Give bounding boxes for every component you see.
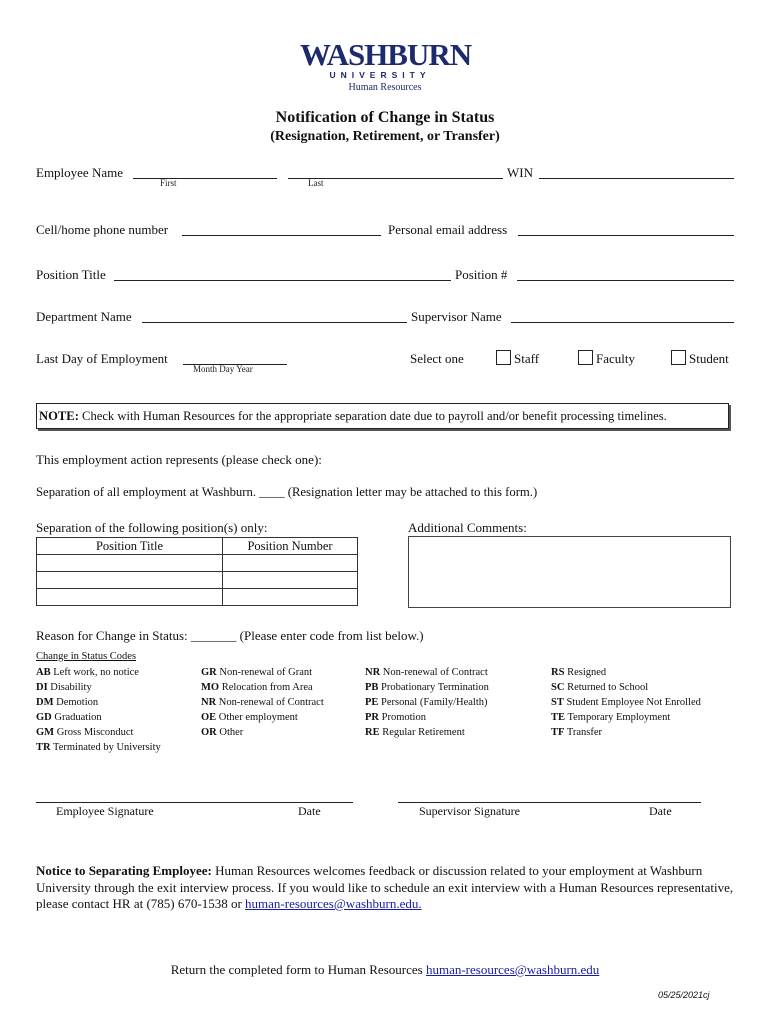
code-item: DI Disability <box>36 682 92 693</box>
code-item: OR Other <box>201 727 244 738</box>
page-subtitle: (Resignation, Retirement, or Transfer) <box>270 129 500 144</box>
email-label: Personal email address <box>388 222 508 237</box>
codes-column-2 <box>201 665 324 740</box>
code-item: DM Demotion <box>36 697 99 708</box>
comments-label: Additional Comments: <box>408 520 527 535</box>
logo-sub: UNIVERSITY <box>329 70 431 80</box>
col-position-number: Position Number <box>223 538 358 555</box>
table-header-row <box>37 538 358 555</box>
page-title: Notification of Change in Status <box>275 109 495 126</box>
col-position-title: Position Title <box>37 538 223 555</box>
employee-signature-label: Employee Signature <box>56 804 154 818</box>
notice-text: Human Resources welcomes feedback or discussion related to your employment at Washburn University through the exit interview process. If you would like to schedule an exit interview with a Human Resources representative, please contact HR at (785) 670-1538 or <box>36 863 734 911</box>
faculty-label: Faculty <box>596 351 635 366</box>
employee-signature-line[interactable] <box>36 802 353 803</box>
position-number-field[interactable] <box>517 280 734 281</box>
form-version: 05/25/2021cj <box>658 990 710 1000</box>
supervisor-label: Supervisor Name <box>411 309 502 324</box>
select-one-label: Select one <box>410 351 464 366</box>
staff-checkbox[interactable] <box>496 350 511 365</box>
code-item: ST Student Employee Not Enrolled <box>551 697 701 708</box>
department-label: Department Name <box>36 309 132 324</box>
code-item: NR Non-renewal of Contract <box>201 697 324 708</box>
reason-text: Reason for Change in Status: _______ (Please enter code from list below.) <box>36 628 424 643</box>
employee-name-label: Employee Name <box>36 165 123 180</box>
staff-label: Staff <box>514 351 540 366</box>
table-cell[interactable] <box>37 572 223 589</box>
table-cell[interactable] <box>37 589 223 606</box>
washburn-logo <box>300 37 472 80</box>
note-text: Check with Human Resources for the appropriate separation date due to payroll and/or benefit processing timelines. <box>78 409 667 423</box>
department-field[interactable] <box>142 322 407 323</box>
supervisor-signature-label: Supervisor Signature <box>419 804 520 818</box>
notice-heading: Notice to Separating Employee: <box>36 863 212 878</box>
code-item: GM Gross Misconduct <box>36 727 134 738</box>
staff-option[interactable] <box>496 350 539 367</box>
position-number-label: Position # <box>455 267 508 282</box>
hr-email-link[interactable]: human-resources@washburn.edu. <box>245 896 422 911</box>
note-heading: NOTE: <box>39 409 79 423</box>
code-item: TE Temporary Employment <box>551 712 671 723</box>
code-item: PE Personal (Family/Health) <box>365 697 488 708</box>
code-item: SC Returned to School <box>551 682 649 693</box>
code-item: GD Graduation <box>36 712 102 723</box>
table-cell[interactable] <box>37 555 223 572</box>
first-name-field[interactable] <box>133 178 277 179</box>
separation-following: Separation of the following position(s) only: <box>36 520 268 535</box>
position-title-field[interactable] <box>114 280 451 281</box>
code-item: RS Resigned <box>551 667 607 678</box>
table-cell[interactable] <box>223 589 358 606</box>
supervisor-field[interactable] <box>511 322 734 323</box>
win-field[interactable] <box>539 178 734 179</box>
exit-interview-notice <box>36 863 736 913</box>
code-item: AB Left work, no notice <box>36 667 139 678</box>
phone-label: Cell/home phone number <box>36 222 169 237</box>
return-email-link[interactable]: human-resources@washburn.edu <box>425 962 600 977</box>
student-checkbox[interactable] <box>671 350 686 365</box>
position-title-label: Position Title <box>36 267 106 282</box>
code-item: RE Regular Retirement <box>365 727 465 738</box>
table-row <box>37 572 358 589</box>
code-item: PR Promotion <box>365 712 426 723</box>
last-caption: Last <box>308 178 324 188</box>
codes-column-3 <box>365 665 489 740</box>
separation-all: Separation of all employment at Washburn. ____ (Resignation letter may be attached to this form.) <box>36 485 538 499</box>
table-cell[interactable] <box>223 572 358 589</box>
supervisor-date-label: Date <box>649 804 672 818</box>
code-item: TF Transfer <box>551 727 603 738</box>
codes-column-1 <box>36 665 161 755</box>
faculty-option[interactable] <box>578 350 635 367</box>
table-row <box>37 589 358 606</box>
code-item: TR Terminated by University <box>36 742 161 753</box>
employee-date-label: Date <box>298 804 321 818</box>
table-cell[interactable] <box>223 555 358 572</box>
date-caption: Month Day Year <box>193 364 253 374</box>
logo-word: WASHBURN <box>300 37 472 72</box>
student-label: Student <box>689 351 729 366</box>
return-instruction <box>0 962 770 978</box>
comments-box[interactable] <box>408 536 731 608</box>
first-caption: First <box>160 178 177 188</box>
code-item: PB Probationary Termination <box>365 682 489 693</box>
code-item: GR Non-renewal of Grant <box>201 667 313 678</box>
department-name: Human Resources <box>348 82 422 93</box>
supervisor-signature-line[interactable] <box>398 802 701 803</box>
student-option[interactable] <box>671 350 729 367</box>
email-field[interactable] <box>518 235 734 236</box>
code-item: MO Relocation from Area <box>201 682 313 693</box>
codes-heading: Change in Status Codes <box>36 651 137 662</box>
table-row <box>37 555 358 572</box>
last-day-label: Last Day of Employment <box>36 351 168 366</box>
phone-field[interactable] <box>182 235 381 236</box>
faculty-checkbox[interactable] <box>578 350 593 365</box>
win-label: WIN <box>507 165 533 180</box>
codes-column-4 <box>551 665 701 740</box>
code-item: NR Non-renewal of Contract <box>365 667 488 678</box>
note-box <box>36 403 729 429</box>
code-item: OE Other employment <box>201 712 298 723</box>
action-intro: This employment action represents (please check one): <box>36 452 322 467</box>
return-text: Return the completed form to Human Resources <box>170 962 426 977</box>
positions-table <box>36 537 358 606</box>
